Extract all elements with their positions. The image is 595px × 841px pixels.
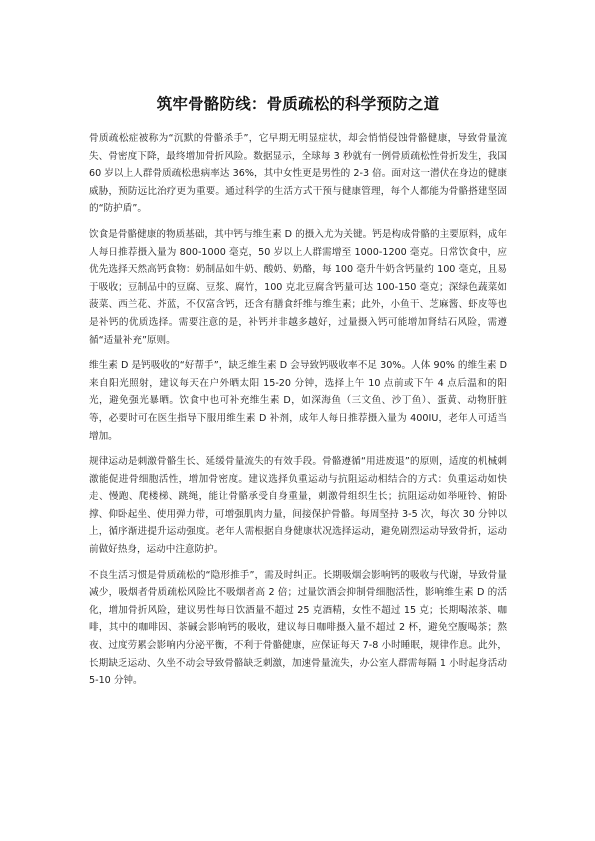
paragraph-habits: 不良生活习惯是骨质疏松的“隐形推手”，需及时纠正。长期吸烟会影响钙的吸收与代谢，导致骨量减少，吸烟者骨质疏松风险比不吸烟者高 2 倍；过量饮酒会抑制骨细胞活性，影响维生素 D 的活化，增加骨折风险，建议男性每日饮酒量不超过 25 克酒精，女性不超过 15 克；长期喝浓茶、咖啡，其中的咖啡因、茶碱会影响钙的吸收，建议每日咖啡摄入量不超过 2 杯，避免空腹喝茶；熬夜、过度劳累会影响内分泌平衡，不利于骨骼健康，应保证每天 7-8 小时睡眠，规律作息。此外，长期缺乏运动、久坐不动会导致骨骼缺乏刺激，加速骨量流失，办公室人群需每隔 1 小时起身活动 5-10 分钟。 [89, 569, 507, 687]
paragraph-exercise: 规律运动是刺激骨骼生长、延缓骨量流失的有效手段。骨骼遵循“用进废退”的原则，适度的机械刺激能促进骨细胞活性，增加骨密度。建议选择负重运动与抗阻运动相结合的方式：负重运动如快走、慢跑、爬楼梯、跳绳，能让骨骼承受自身重量，刺激骨组织生长；抗阻运动如举哑铃、俯卧撑、仰卧起坐、使用弹力带，可增强肌肉力量，间接保护骨骼。每周坚持 3-5 次，每次 30 分钟以上，循序渐进提升运动强度。老年人需根据自身健康状况选择运动，避免剧烈运动导致骨折，运动前做好热身，运动中注意防护。 [89, 456, 507, 556]
paragraph-vitamin-d: 维生素 D 是钙吸收的“好帮手”，缺乏维生素 D 会导致钙吸收率不足 30%。人体 90% 的维生素 D 来自阳光照射，建议每天在户外晒太阳 15-20 分钟，选择上午 10 点前或下午 4 点后温和的阳光，避免强光暴晒。饮食中也可补充维生素 D，如深海鱼（三文鱼、沙丁鱼）、蛋黄、动物肝脏等，必要时可在医生指导下服用维生素 D 补剂，成年人每日推荐摄入量为 400IU，老年人可适当增加。 [89, 360, 507, 442]
paragraph-intro: 骨质疏松症被称为“沉默的骨骼杀手”，它早期无明显症状，却会悄悄侵蚀骨骼健康，导致骨量流失、骨密度下降，最终增加骨折风险。数据显示，全球每 3 秒就有一例骨质疏松性骨折发生，我国 60 岁以上人群骨质疏松患病率达 36%，其中女性更是男性的 2-3 倍。面对这一潜伏在身边的健康威胁，预防远比治疗更为重要。通过科学的生活方式干预与健康管理，每个人都能为骨骼搭建坚固的“防护盾”。 [89, 133, 507, 215]
paragraph-diet-calcium: 饮食是骨骼健康的物质基础，其中钙与维生素 D 的摄入尤为关键。钙是构成骨骼的主要原料，成年人每日推荐摄入量为 800-1000 毫克，50 岁以上人群需增至 1000-1200 毫克。日常饮食中，应优先选择天然高钙食物：奶制品如牛奶、酸奶、奶酪，每 100 毫升牛奶含钙量约 100 毫克，且易于吸收；豆制品中的豆腐、豆浆、腐竹，100 克北豆腐含钙量可达 100-150 毫克；深绿色蔬菜如菠菜、西兰花、芥蓝，不仅富含钙，还含有膳食纤维与维生素；此外，小鱼干、芝麻酱、虾皮等也是补钙的优质选择。需要注意的是，补钙并非越多越好，过量摄入钙可能增加肾结石风险，需遵循“适量补充”原则。 [89, 228, 507, 346]
document-title: 筑牢骨骼防线：骨质疏松的科学预防之道 [156, 95, 440, 113]
